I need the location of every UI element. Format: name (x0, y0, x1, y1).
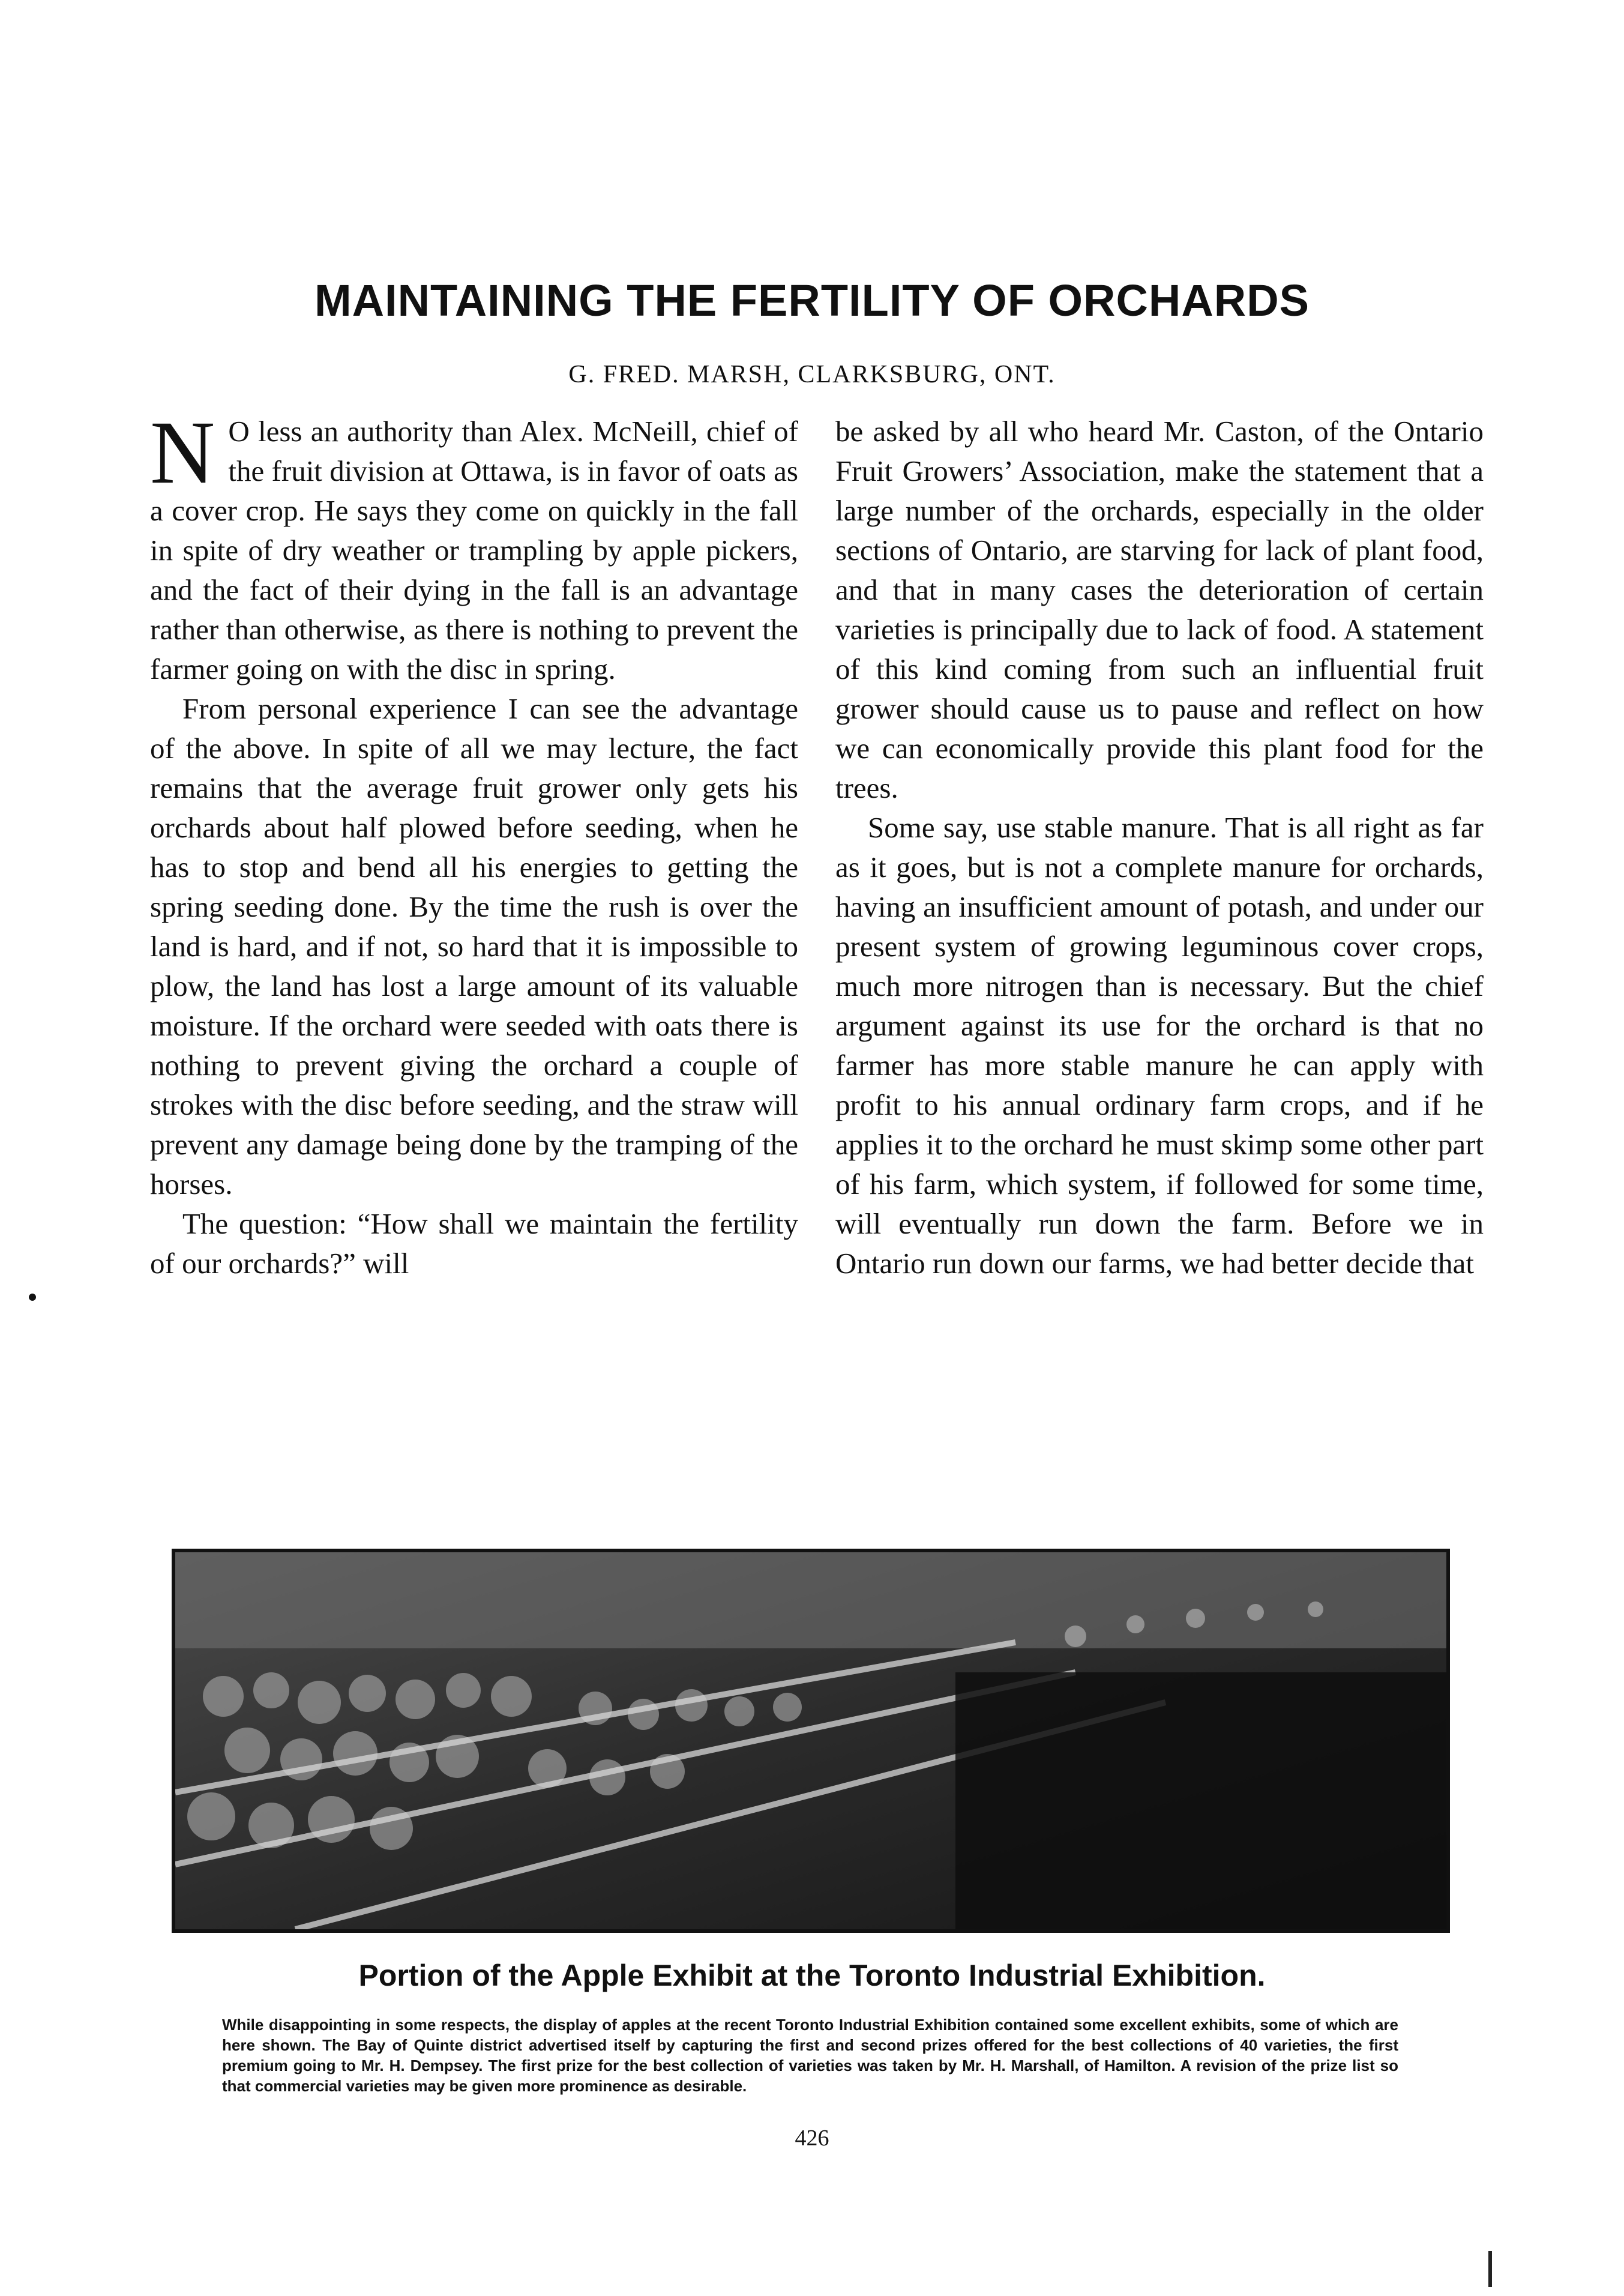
article-byline: G. FRED. MARSH, CLARKSBURG, ONT. (568, 361, 1056, 388)
paragraph-2: From personal experience I can see the advantage of the above. In spite of all we may lecture, the fact remains that the average fruit grower only gets his orchards about half plowed before seeding, when he has to stop and bend all his energies to getting the spring seeding done. By the time the rush is over the land is hard, and if not, so hard that it is impossible to plow, the land has lost a large amount of its valuable moisture. If the orchard were seeded with oats there is nothing to prevent giving the orchard a couple of strokes with the disc before seeding, and the straw will prevent any damage being done by the tramping of the horses. (150, 692, 798, 1201)
right-column (835, 412, 1484, 1283)
paragraph-4: be asked by all who heard Mr. Caston, of the Ontario Fruit Growers’ Association, make the statement that a large number of the orchards, especially in the older sections of Ontario, are starving for lack of plant food, and that in many cases the deterioration of certain varieties is principally due to lack of food. A statement of this kind coming from such an influential fruit grower should cause us to pause and reflect on how we can economically provide this plant food for the trees. (835, 415, 1484, 804)
corner-mark (1488, 2251, 1492, 2287)
paragraph-1-text: O less an authority than Alex. McNeill, chief of the fruit division at Ottawa, is in favor of oats as a cover crop. He says they come on quickly in the fall in spite of dry weather or trampling by apple pickers, and the fact of their dying in the fall is an advantage rather than otherwise, as there is nothing to prevent the farmer going on with the disc in spring. (150, 415, 798, 685)
apple-exhibit-photo (172, 1549, 1450, 1933)
margin-dot (29, 1294, 36, 1301)
paragraph-1 (150, 403, 798, 689)
drop-cap: N (150, 403, 215, 502)
paragraph-3: The question: “How shall we maintain the fertility of our orchards?” will (150, 1207, 798, 1280)
paragraph-5: Some say, use stable manure. That is all right as far as it goes, but is not a complete manure for orchards, having an insufficient amount of potash, and under our present system of growing leguminous cover crops, much more nitrogen than is necessary. But the chief argument against its use for the orchard is that no farmer has more stable manure he can apply with profit to his annual ordinary farm crops, and if he applies it to the orchard he must skimp some other part of his farm, which system, if followed for some time, will eventually run down the farm. Before we in Ontario run down our farms, we had better decide that (835, 811, 1484, 1280)
article-title: MAINTAINING THE FERTILITY OF ORCHARDS (314, 276, 1310, 325)
left-column (150, 403, 798, 1283)
photo-illustration (175, 1552, 1446, 1929)
figure-caption: Portion of the Apple Exhibit at the Toronto Industrial Exhibition. (358, 1959, 1266, 1992)
figure-description: While disappointing in some respects, the display of apples at the recent Toronto Industrial Exhibition contained some excellent exhibits, some of which are here shown. The Bay of Quinte district advertised itself by capturing the first and second prizes offered for the best collections of 40 varieties, the first premium going to Mr. H. Dempsey. The first prize for the best collection of varieties was taken by Mr. H. Marshall, of Hamilton. A revision of the prize list so that commercial varieties may be given more prominence as desirable. (222, 2016, 1398, 2095)
page-number: 426 (795, 2126, 829, 2151)
